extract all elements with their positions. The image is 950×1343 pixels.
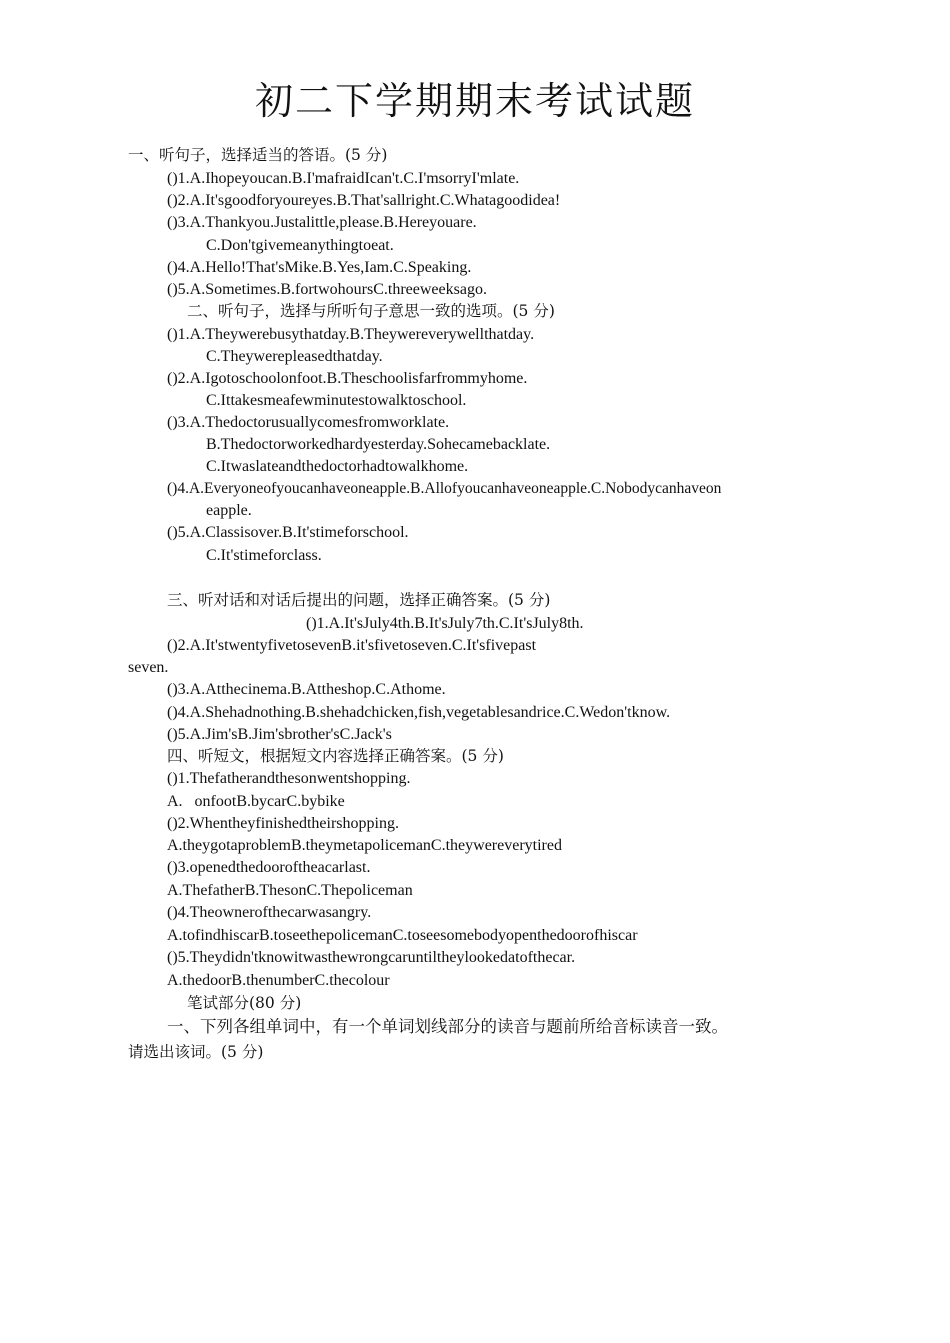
section1-question-5: ()5.A.Sometimes.B.fortwohoursC.threeweeksago.: [167, 281, 487, 298]
section3-heading: 三、听对话和对话后提出的问题，选择正确答案。(5 分): [167, 591, 551, 609]
section2-question-1: ()1.A.Theywerebusythatday.B.Theywereverywellthatday.: [167, 326, 535, 343]
section2-question-5-option-c: C.It'stimeforclass.: [206, 547, 322, 564]
section1-question-3: ()3.A.Thankyou.Justalittle,please.B.Hereyouare.: [167, 214, 477, 231]
section4-question-1-options: A. onfootB.bycarC.bybike: [167, 793, 345, 810]
section3-question-1: ()1.A.It'sJuly4th.B.It'sJuly7th.C.It'sJuly8th.: [306, 615, 584, 632]
section3-question-4: ()4.A.Shehadnothing.B.shehadchicken,fish,vegetablesandrice.C.Wedon'tknow.: [167, 704, 671, 721]
section1-question-1: ()1.A.Ihopeyoucan.B.I'mafraidIcan't.C.I'msorryI'mlate.: [167, 170, 520, 187]
section2-question-5: ()5.A.Classisover.B.It'stimeforschool.: [167, 524, 409, 541]
section4-question-2-options: A.theygotaproblemB.theymetapolicemanC.theywereverytired: [167, 837, 562, 854]
section4-question-5: ()5.Theydidn'tknowitwasthewrongcaruntiltheylookedatofthecar.: [167, 949, 576, 966]
written-section1-instruction-wrap: 请选出该词。(5 分): [128, 1043, 264, 1061]
section2-question-3-option-b: B.Thedoctorworkedhardyesterday.Sohecamebacklate.: [206, 436, 551, 453]
section2-question-2-option-c: C.Ittakesmeafewminutestowalktoschool.: [206, 392, 467, 409]
section1-question-3-option-c: C.Don'tgivemeanythingtoeat.: [206, 237, 394, 254]
section4-heading: 四、听短文，根据短文内容选择正确答案。(5 分): [167, 747, 504, 765]
section3-question-2-wrap: seven.: [128, 659, 169, 676]
section2-question-2: ()2.A.Igotoschoolonfoot.B.Theschoolisfarfrommyhome.: [167, 370, 528, 387]
section2-heading: 二、听句子，选择与所听句子意思一致的选项。(5 分): [187, 302, 555, 320]
section1-question-2: ()2.A.It'sgoodforyoureyes.B.That'sallright.C.Whatagoodidea!: [167, 192, 561, 209]
written-part-heading: 笔试部分(80 分): [187, 994, 302, 1012]
section2-question-3: ()3.A.Thedoctorusuallycomesfromworklate.: [167, 414, 450, 431]
page-title: 初二下学期期末考试试题: [254, 79, 695, 123]
section2-question-3-option-c: C.Itwaslateandthedoctorhadtowalkhome.: [206, 458, 469, 475]
section1-question-4: ()4.A.Hello!That'sMike.B.Yes,Iam.C.Speaking.: [167, 259, 472, 276]
section4-question-5-options: A.thedoorB.thenumberC.thecolour: [167, 972, 390, 989]
section2-question-4: ()4.A.Everyoneofyoucanhaveoneapple.B.Allofyoucanhaveoneapple.C.Nobodycanhaveon: [167, 480, 722, 497]
section4-question-3-options: A.ThefatherB.ThesonC.Thepoliceman: [167, 882, 413, 899]
section4-question-1: ()1.Thefatherandthesonwentshopping.: [167, 770, 411, 787]
section3-question-5: ()5.A.Jim'sB.Jim'sbrother'sC.Jack's: [167, 726, 392, 743]
section4-question-4: ()4.Theownerofthecarwasangry.: [167, 904, 372, 921]
section4-question-4-options: A.tofindhiscarB.toseethepolicemanC.toseesomebodyopenthedoorofhiscar: [167, 927, 638, 944]
written-section1-instruction: 一、下列各组单词中，有一个单词划线部分的读音与题前所给音标读音一致。: [167, 1017, 728, 1036]
section4-question-3: ()3.openedthedooroftheacarlast.: [167, 859, 371, 876]
section2-question-1-option-c: C.Theywerepleasedthatday.: [206, 348, 383, 365]
section3-question-2: ()2.A.It'stwentyfivetosevenB.it'sfivetoseven.C.It'sfivepast: [167, 637, 537, 654]
section2-question-4-wrap: eapple.: [206, 502, 252, 519]
section1-heading: 一、听句子，选择适当的答语。(5 分): [128, 146, 388, 164]
section4-question-2: ()2.Whentheyfinishedtheirshopping.: [167, 815, 399, 832]
section3-question-3: ()3.A.Atthecinema.B.Attheshop.C.Athome.: [167, 681, 446, 698]
